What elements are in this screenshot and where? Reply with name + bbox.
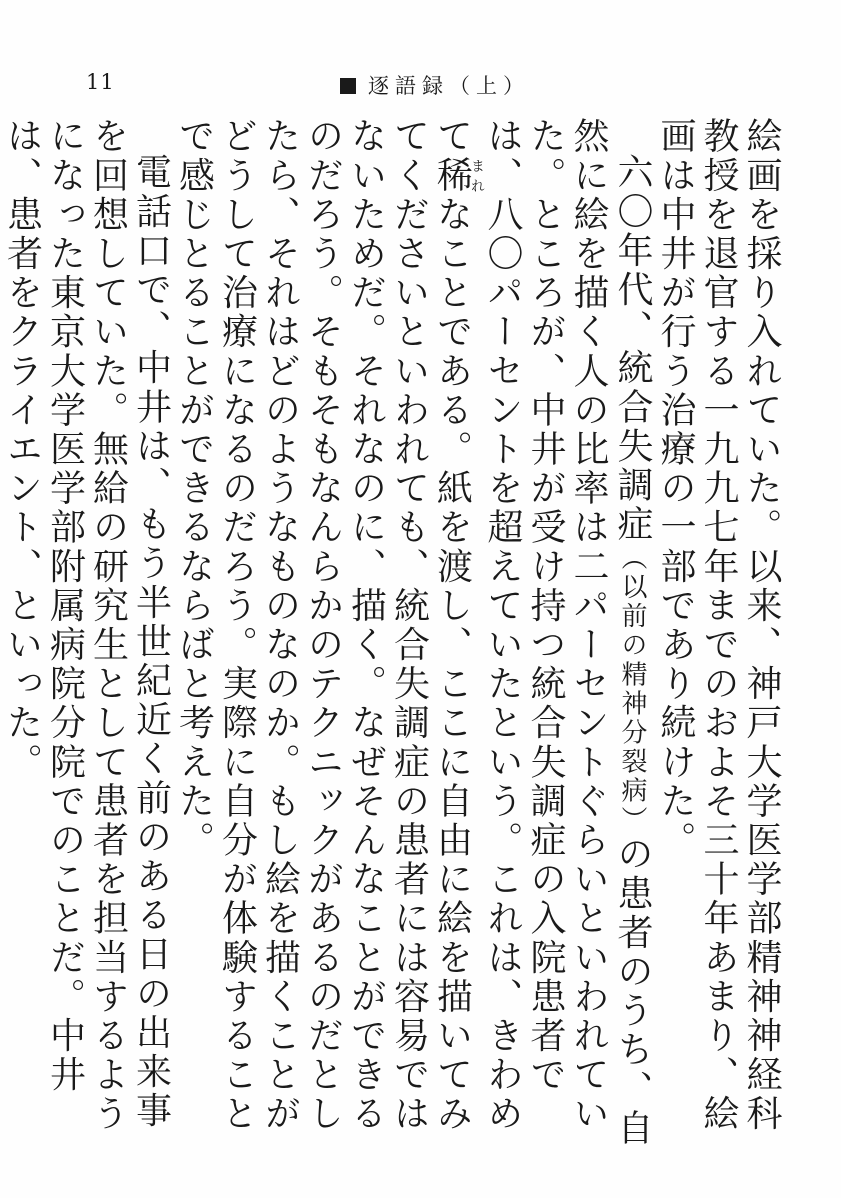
ruby-base: 稀 bbox=[431, 156, 473, 196]
square-bullet-icon bbox=[340, 78, 356, 94]
vertical-body-text bbox=[1, 117, 783, 1157]
paragraph-1: 絵画を採り入れていた。以来、神戸大学医学部精神神経科教授を退官する一九九七年までのおよそ三十年あまり、絵画は中井が行う治療の一部であり続けた。 bbox=[655, 117, 782, 1134]
page-number: 11 bbox=[86, 70, 115, 94]
paragraph-2-part-a: 六〇年代、統合失調症 bbox=[612, 153, 653, 544]
running-head-title: 逐語録（上） bbox=[368, 74, 530, 98]
paragraph-2-part-c: なことである。紙を渡し、ここに自由に絵を描いてみてくださいといわれても、統合失調症の患者には容易ではないためだ。それなのに、描く。なぜそんなことができるのだろう。そもそもなんらかのテクニックがあるのだとしたら、それはどのようなものなのか。もし絵を描くことがどうして治療になるのだろう。実際に自分が体験することで感じとることができるならばと考えた。 bbox=[173, 117, 473, 1134]
paragraph-2-part-b: の患者のうち、自然に絵を描く人の比率は二パーセントぐらいといわれていた。ところが、中井が受け持つ統合失調症の入院患者では、八〇パーセントを超えていたという。これは、きわめて bbox=[431, 117, 653, 1148]
ruby-reading: まれ bbox=[469, 156, 485, 196]
running-head bbox=[340, 70, 530, 100]
paragraph-4 bbox=[0, 117, 1, 1157]
paragraph-3: 電話口で、中井は、もう半世紀近く前のある日の出来事を回想していた。無給の研究生として患者を担当するようになった東京大学医学部附属病院分院でのことだ。中井は、患者をクライエント、といった。 bbox=[1, 117, 172, 1134]
ruby-mare bbox=[431, 156, 485, 196]
paragraph-2-parenthetical: （以前の精神分裂病） bbox=[617, 544, 647, 835]
paragraph-2 bbox=[173, 117, 655, 1157]
